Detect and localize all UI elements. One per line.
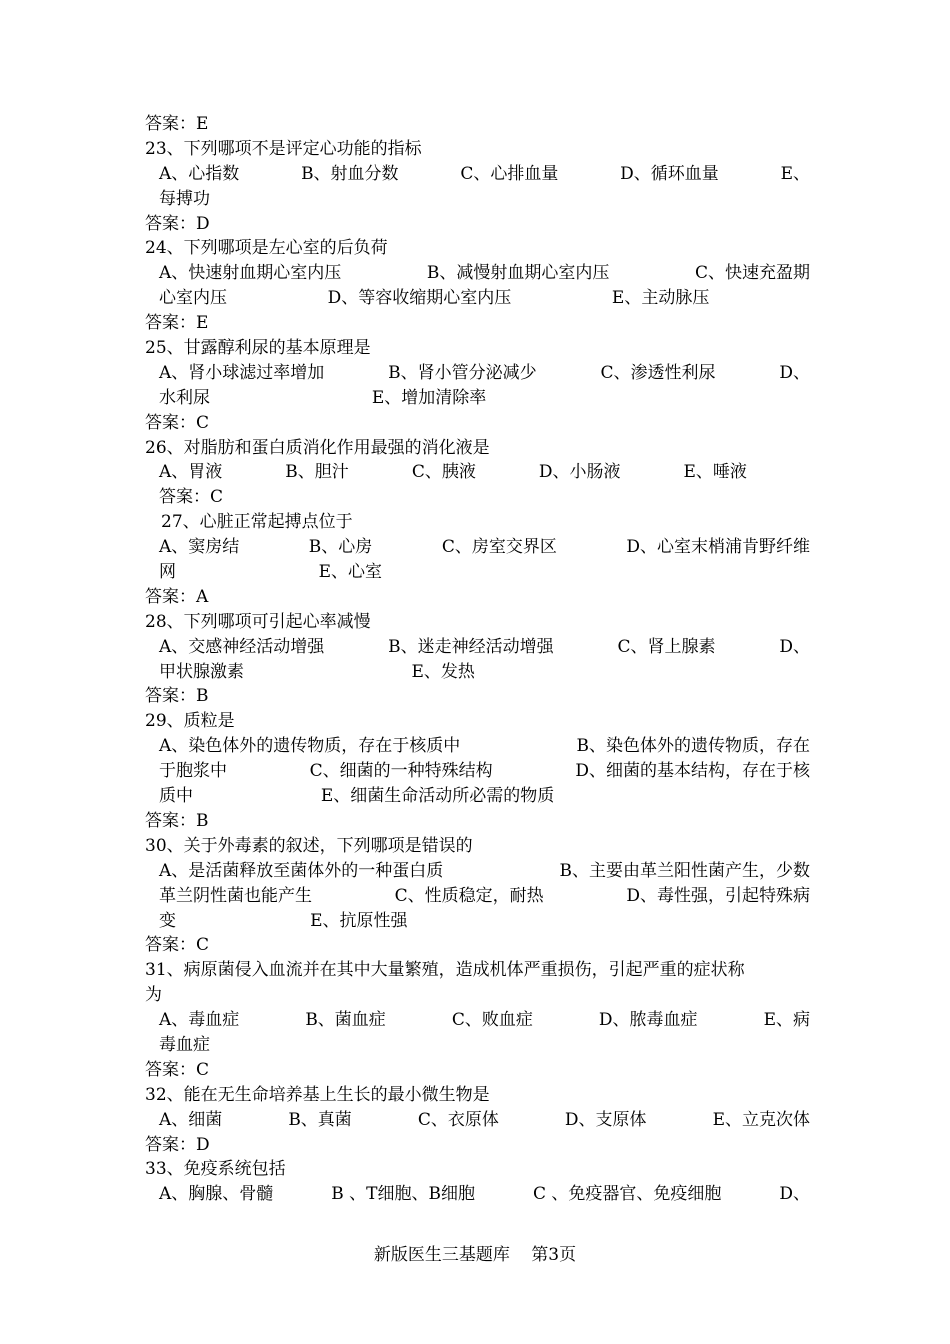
option-text: C、心排血量 xyxy=(460,163,559,184)
options-line xyxy=(145,1182,810,1207)
option-text: 水利尿 xyxy=(159,387,210,408)
question-line: 30、关于外毒素的叙述，下列哪项是错误的 xyxy=(145,835,473,856)
answer-line: 答案：E xyxy=(145,313,209,334)
options-line xyxy=(145,162,810,187)
option-text: B、肾小管分泌减少 xyxy=(388,362,537,383)
options-line xyxy=(145,460,810,485)
options-line xyxy=(145,635,810,660)
question-line: 24、下列哪项是左心室的后负荷 xyxy=(145,238,388,259)
question-line: 31、病原菌侵入血流并在其中大量繁殖，造成机体严重损伤，引起严重的症状称 xyxy=(145,960,745,981)
option-text: D、心室末梢浦肯野纤维 xyxy=(626,537,810,558)
options-line xyxy=(145,361,810,386)
options-line xyxy=(145,909,810,934)
option-text: B、心房 xyxy=(308,537,373,558)
option-text: 变 xyxy=(159,910,176,931)
option-text: A、交感神经活动增强 xyxy=(159,636,325,657)
question-line: 28、下列哪项可引起心率减慢 xyxy=(145,611,371,632)
option-text: E、主动脉压 xyxy=(611,288,710,309)
options-line xyxy=(145,286,810,311)
answer-line: 答案：E xyxy=(145,114,209,134)
options-line xyxy=(145,560,810,585)
option-text: A、胃液 xyxy=(159,462,223,483)
options-line xyxy=(145,759,810,784)
option-text: 甲状腺激素 xyxy=(159,661,244,682)
option-text: E、心室 xyxy=(318,562,383,583)
answer-line: 答案：C xyxy=(145,412,210,433)
question-line: 26、对脂肪和蛋白质消化作用最强的消化液是 xyxy=(145,437,490,458)
options-line xyxy=(145,784,810,809)
option-text: C、衣原体 xyxy=(417,1109,499,1130)
option-text: 质中 xyxy=(159,786,193,807)
option-text: E、唾液 xyxy=(683,462,747,483)
option-text: E、发热 xyxy=(411,661,475,682)
answer-line: 答案：A xyxy=(145,586,209,607)
option-text: B、胆汁 xyxy=(285,462,349,483)
option-text: C、渗透性利尿 xyxy=(600,362,716,383)
answer-line: 答案：B xyxy=(145,810,209,831)
footer-title: 新版医生三基题库 xyxy=(373,1245,510,1265)
options-line xyxy=(145,660,810,685)
option-text: B 、T细胞、B细胞 xyxy=(331,1184,475,1205)
question-line: 29、质粒是 xyxy=(145,711,235,732)
option-text: A、胸腺、骨髓 xyxy=(159,1184,274,1205)
answer-line: 答案：D xyxy=(145,1134,210,1155)
options-line xyxy=(145,884,810,909)
options-line xyxy=(145,386,810,411)
option-text: A、毒血症 xyxy=(159,1010,240,1031)
option-text: E、增加清除率 xyxy=(371,387,487,408)
option-text: B、真菌 xyxy=(288,1109,352,1130)
option-text: B、染色体外的遗传物质，存在 xyxy=(576,736,810,757)
question-line: 为 xyxy=(145,985,162,1006)
option-text: D、 xyxy=(779,362,810,383)
option-text: D、脓毒血症 xyxy=(598,1010,698,1031)
option-text: D、等容收缩期心室内压 xyxy=(327,288,512,309)
option-text: E、立克次体 xyxy=(712,1109,810,1130)
continuation-line: 毒血症 xyxy=(159,1034,210,1055)
option-text: B、射血分数 xyxy=(301,163,399,184)
answer-line: 答案：C xyxy=(145,1059,210,1080)
option-text: B、减慢射血期心室内压 xyxy=(426,263,610,284)
options-line xyxy=(145,734,810,759)
option-text: D、 xyxy=(779,1184,810,1205)
option-text: A、染色体外的遗传物质，存在于核质中 xyxy=(159,736,461,757)
option-text: B、迷走神经活动增强 xyxy=(388,636,554,657)
option-text: A、细菌 xyxy=(159,1109,223,1130)
options-line xyxy=(145,261,810,286)
option-text: D、毒性强，引起特殊病 xyxy=(626,885,810,906)
option-text: E、细菌生命活动所必需的物质 xyxy=(320,786,555,807)
options-line xyxy=(145,1108,810,1133)
option-text: C 、免疫器官、免疫细胞 xyxy=(532,1184,722,1205)
option-text: C、肾上腺素 xyxy=(617,636,716,657)
continuation-line: 每搏功 xyxy=(159,188,210,209)
question-line: 25、甘露醇利尿的基本原理是 xyxy=(145,338,371,359)
footer-page-number: 第3页 xyxy=(531,1245,577,1265)
option-text: A、肾小球滤过率增加 xyxy=(159,362,325,383)
answer-line: 答案：C xyxy=(145,935,210,956)
option-text: C、房室交界区 xyxy=(441,537,557,558)
page-footer xyxy=(0,1243,950,1267)
option-text: C、败血症 xyxy=(451,1010,533,1031)
option-text: C、胰液 xyxy=(411,462,476,483)
answer-line: 答案：D xyxy=(145,213,210,234)
option-text: E、抗原性强 xyxy=(310,910,408,931)
answer-line: 答案：B xyxy=(145,686,209,707)
question-line: 32、能在无生命培养基上生长的最小微生物是 xyxy=(145,1084,490,1105)
question-list xyxy=(145,112,810,1207)
option-text: B、主要由革兰阳性菌产生，少数 xyxy=(559,860,810,881)
continuation-line: 答案：C xyxy=(159,487,224,508)
question-line: 27、心脏正常起搏点位于 xyxy=(161,512,353,533)
option-text: E、 xyxy=(780,163,810,184)
option-text: C、细菌的一种特殊结构 xyxy=(309,761,493,782)
options-line xyxy=(145,859,810,884)
option-text: D、支原体 xyxy=(564,1109,647,1130)
option-text: 网 xyxy=(159,562,176,583)
option-text: C、性质稳定，耐热 xyxy=(394,885,544,906)
option-text: D、循环血量 xyxy=(620,163,719,184)
option-text: D、小肠液 xyxy=(538,462,621,483)
option-text: B、菌血症 xyxy=(305,1010,386,1031)
option-text: 革兰阴性菌也能产生 xyxy=(159,885,312,906)
option-text: E、病 xyxy=(763,1010,810,1031)
option-text: D、 xyxy=(779,636,810,657)
option-text: 心室内压 xyxy=(159,288,227,309)
options-line xyxy=(145,535,810,560)
question-line: 23、下列哪项不是评定心功能的指标 xyxy=(145,138,422,159)
option-text: A、是活菌释放至菌体外的一种蛋白质 xyxy=(159,860,444,881)
options-line xyxy=(145,1008,810,1033)
option-text: A、快速射血期心室内压 xyxy=(159,263,342,284)
option-text: D、细菌的基本结构，存在于核 xyxy=(575,761,810,782)
question-line: 33、免疫系统包括 xyxy=(145,1159,286,1180)
option-text: C、快速充盈期 xyxy=(694,263,810,284)
option-text: 于胞浆中 xyxy=(159,761,227,782)
option-text: A、心指数 xyxy=(159,163,240,184)
option-text: A、窦房结 xyxy=(159,537,240,558)
